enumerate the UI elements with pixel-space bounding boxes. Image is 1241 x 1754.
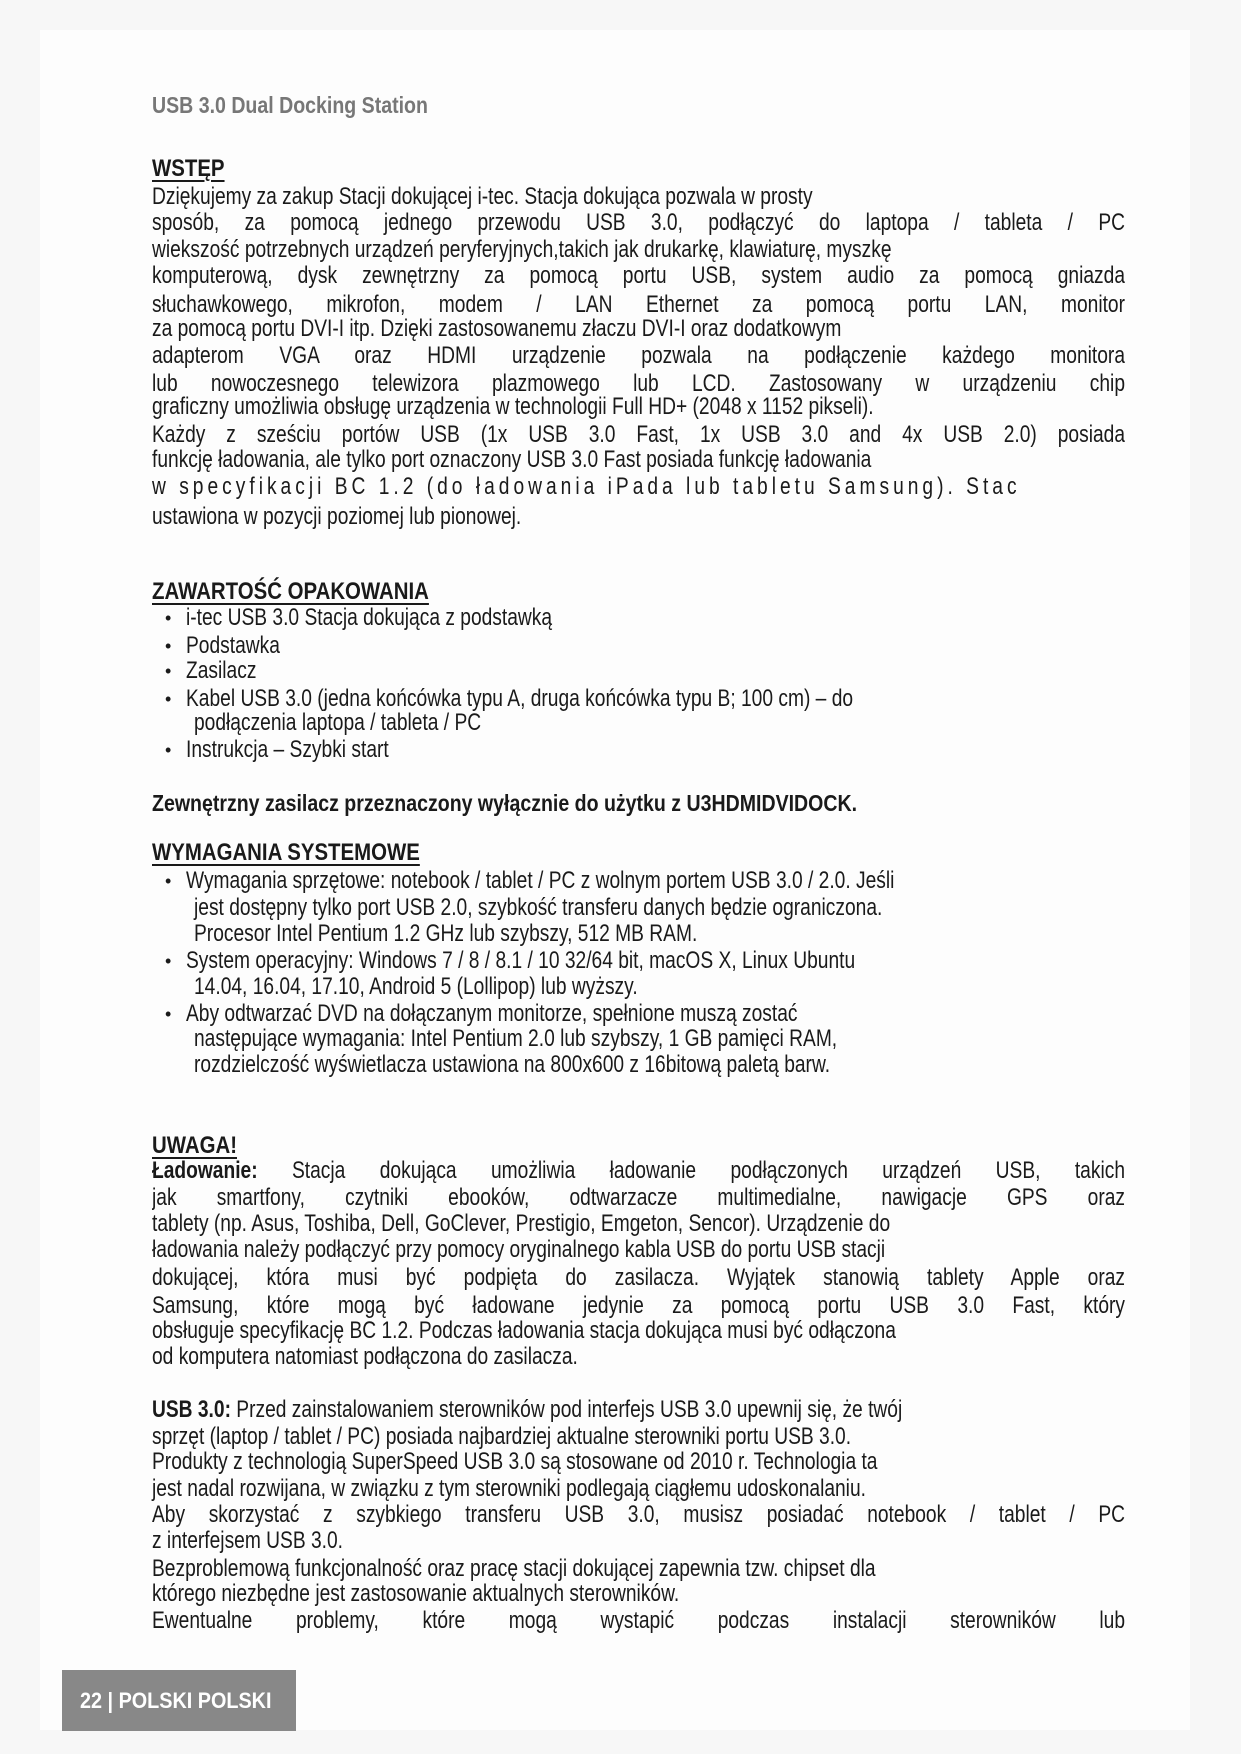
- text-line: dokującej, która musi być podpięta do zasilacza. Wyjątek stanowią tablety Apple oraz: [152, 1264, 1125, 1291]
- text-line: ustawiona w pozycji poziomej lub pionowej.: [152, 503, 522, 530]
- bullet-icon: •: [165, 608, 172, 628]
- bullet-icon: •: [165, 661, 172, 681]
- text-line: za pomocą portu DVI-I itp. Dzięki zastosowanemu złaczu DVI-I oraz dodatkowym: [152, 315, 842, 342]
- text-line: którego niezbędne jest zastosowanie aktualnych sterowników.: [152, 1580, 680, 1607]
- text-line: Ewentualne problemy, które mogą wystapić podczas instalacji sterowników lub: [152, 1607, 1125, 1634]
- text-line: sprzęt (laptop / tablet / PC) posiada najbardziej aktualne sterowniki portu USB 3.0.: [152, 1423, 852, 1450]
- text-line: adapterom VGA oraz HDMI urządzenie pozwala na podłączenie każdego monitora: [152, 342, 1125, 369]
- text-line: Przed zainstalowaniem sterowników pod interfejs USB 3.0 upewnij się, że twój: [230, 1396, 903, 1423]
- text-line: System operacyjny: Windows 7 / 8 / 8.1 / 10 32/64 bit, macOS X, Linux Ubuntu: [186, 947, 856, 974]
- text-line: w specyfikacji BC 1.2 (do ładowania iPada lub tabletu Samsung). Stac: [152, 473, 1021, 500]
- text-line: Zasilacz: [186, 657, 257, 684]
- text-line: Wymagania sprzętowe: notebook / tablet / PC z wolnym portem USB 3.0 / 2.0. Jeśli: [186, 867, 895, 894]
- text-line: Dziękujemy za zakup Stacji dokującej i-tec. Stacja dokująca pozwala w prosty: [152, 183, 813, 210]
- usb30-label: USB 3.0:: [152, 1396, 231, 1423]
- text-line: graficzny umożliwia obsługę urządzenia w technologii Full HD+ (2048 x 1152 pikseli).: [152, 393, 874, 420]
- text-line: Kabel USB 3.0 (jedna końcówka typu A, druga końcówka typu B; 100 cm) – do: [186, 685, 854, 712]
- text-line: z interfejsem USB 3.0.: [152, 1527, 344, 1554]
- text-line: Podstawka: [186, 632, 280, 659]
- text-line: jest dostępny tylko port USB 2.0, szybkość transferu danych będzie ograniczona.: [194, 894, 883, 921]
- page-number-label: 22 | POLSKI POLSKI: [80, 1688, 272, 1713]
- page-footer: [62, 1670, 296, 1731]
- bullet-icon: •: [165, 740, 172, 760]
- text-line: Samsung, które mogą być ładowane jedynie za pomocą portu USB 3.0 Fast, który: [152, 1292, 1125, 1319]
- text-line: sposób, za pomocą jednego przewodu USB 3.0, podłączyć do laptopa / tableta / PC: [152, 209, 1125, 236]
- bullet-icon: •: [165, 951, 172, 971]
- text-line: jest nadal rozwijana, w związku z tym sterowniki podlegają ciągłemu udoskonalaniu.: [152, 1475, 866, 1502]
- charging-label: Ładowanie:: [152, 1157, 258, 1184]
- text-line: funkcję ładowania, ale tylko port oznaczony USB 3.0 Fast posiada funkcję ładowania: [152, 446, 872, 473]
- text-line: Każdy z sześciu portów USB (1x USB 3.0 Fast, 1x USB 3.0 and 4x USB 2.0) posiada: [152, 421, 1125, 448]
- bullet-icon: •: [165, 636, 172, 656]
- text-line: Stacja dokująca umożliwia ładowanie podłączonych urządzeń USB, takich: [257, 1157, 1125, 1184]
- section-heading-contents: ZAWARTOŚĆ OPAKOWANIA: [152, 578, 429, 605]
- text-line: lub nowoczesnego telewizora plazmowego lub LCD. Zastosowany w urządzeniu chip: [152, 370, 1125, 397]
- text-line: i-tec USB 3.0 Stacja dokująca z podstawką: [186, 604, 553, 631]
- text-line: wiekszość potrzebnych urządzeń peryferyjnych,takich jak drukarkę, klawiaturę, myszkę: [152, 236, 892, 263]
- text-line: Aby skorzystać z szybkiego transferu USB 3.0, musisz posiadać notebook / tablet / PC: [152, 1501, 1125, 1528]
- text-line: [152, 1157, 1125, 1185]
- section-heading-requirements: WYMAGANIA SYSTEMOWE: [152, 839, 420, 866]
- text-line: słuchawkowego, mikrofon, modem / LAN Ethernet za pomocą portu LAN, monitor: [152, 291, 1125, 318]
- text-line: Produkty z technologią SuperSpeed USB 3.0 są stosowane od 2010 r. Technologia ta: [152, 1448, 878, 1475]
- text-line: komputerową, dysk zewnętrzny za pomocą portu USB, system audio za pomocą gniazda: [152, 262, 1125, 289]
- text-line: od komputera natomiast podłączona do zasilacza.: [152, 1343, 578, 1370]
- text-line: Instrukcja – Szybki start: [186, 736, 389, 763]
- text-line: podłączenia laptopa / tableta / PC: [194, 709, 482, 736]
- text-line: ładowania należy podłączyć przy pomocy oryginalnego kabla USB do portu USB stacji: [152, 1236, 886, 1263]
- important-note: Zewnętrzny zasilacz przeznaczony wyłącznie do użytku z U3HDMIDVIDOCK.: [152, 790, 858, 816]
- text-line: [152, 1396, 902, 1424]
- text-line: 14.04, 16.04, 17.10, Android 5 (Lollipop) lub wyższy.: [194, 973, 638, 1000]
- text-line: Bezproblemową funkcjonalność oraz pracę stacji dokującej zapewnia tzw. chipset dla: [152, 1555, 876, 1582]
- section-heading-warning: UWAGA!: [152, 1132, 237, 1159]
- text-line: Procesor Intel Pentium 1.2 GHz lub szybszy, 512 MB RAM.: [194, 920, 698, 947]
- document-title: USB 3.0 Dual Docking Station: [152, 92, 428, 118]
- text-line: rozdzielczość wyświetlacza ustawiona na 800x600 z 16bitową paletą barw.: [194, 1051, 831, 1078]
- bullet-icon: •: [165, 689, 172, 709]
- section-heading-intro: WSTĘP: [152, 155, 225, 182]
- text-line: Aby odtwarzać DVD na dołączanym monitorze, spełnione muszą zostać: [186, 1000, 798, 1027]
- text-line: obsługuje specyfikację BC 1.2. Podczas ładowania stacja dokująca musi być odłączona: [152, 1317, 896, 1344]
- bullet-icon: •: [165, 871, 172, 891]
- bullet-icon: •: [165, 1004, 172, 1024]
- text-line: jak smartfony, czytniki ebooków, odtwarzacze multimedialne, nawigacje GPS oraz: [152, 1184, 1125, 1211]
- text-line: następujące wymagania: Intel Pentium 2.0 lub szybszy, 1 GB pamięci RAM,: [194, 1025, 838, 1052]
- text-line: tablety (np. Asus, Toshiba, Dell, GoClever, Prestigio, Emgeton, Sencor). Urządzenie do: [152, 1210, 891, 1237]
